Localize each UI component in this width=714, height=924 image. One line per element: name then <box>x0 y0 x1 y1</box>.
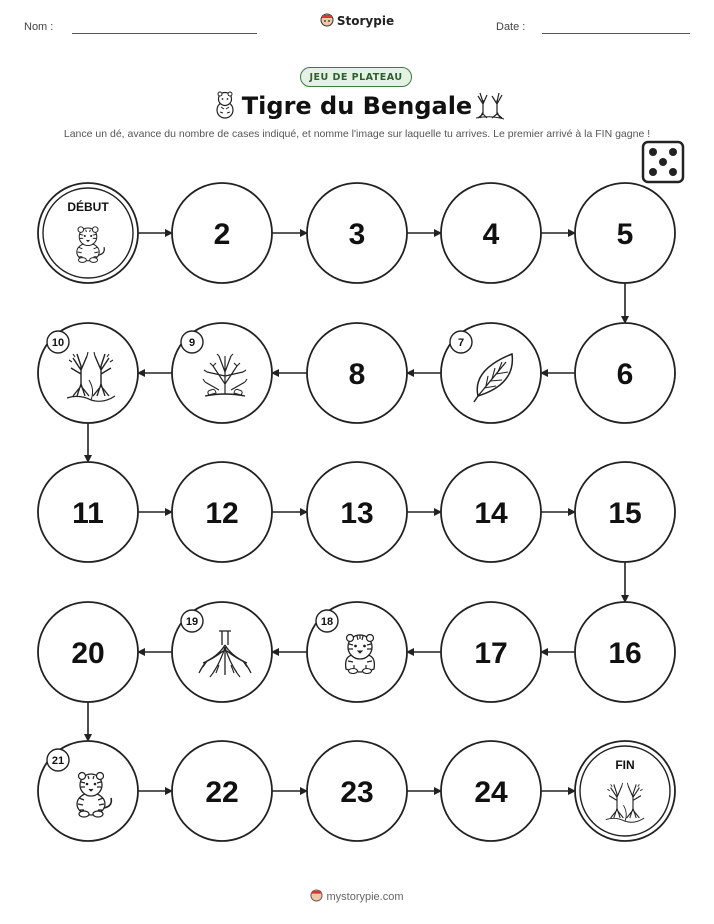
footer-url: mystorypie.com <box>326 891 404 903</box>
board-cell-1 <box>38 183 138 283</box>
cell-number: 17 <box>474 637 508 670</box>
cell-number: 13 <box>340 497 374 530</box>
board-cell-20 <box>38 602 138 702</box>
board-cell-7 <box>441 323 541 423</box>
board-cell-17 <box>441 602 541 702</box>
cell-circle <box>575 741 675 841</box>
board-cell-10 <box>38 323 138 423</box>
board-cell-12 <box>172 462 272 562</box>
board-cell-15 <box>575 462 675 562</box>
dice-pip <box>649 148 657 156</box>
tiger-face-icon <box>346 635 375 674</box>
game-type-badge: JEU DE PLATEAU <box>300 67 412 87</box>
board-cell-23 <box>307 741 407 841</box>
start-label: DÉBUT <box>67 200 109 214</box>
board-cell-4 <box>441 183 541 283</box>
board-cell-8 <box>307 323 407 423</box>
cell-number: 22 <box>205 776 239 809</box>
footer <box>0 889 714 903</box>
board-cell-11 <box>38 462 138 562</box>
cell-number: 8 <box>348 358 366 391</box>
cell-number: 5 <box>616 218 634 251</box>
board-cell-13 <box>307 462 407 562</box>
board-cell-24 <box>441 741 541 841</box>
dice-pip <box>659 158 667 166</box>
cell-number: 20 <box>71 637 105 670</box>
dice-pip <box>669 148 677 156</box>
board-cell-6 <box>575 323 675 423</box>
date-label: Date : <box>496 21 526 33</box>
board-cell-9 <box>172 323 272 423</box>
cell-number: 11 <box>72 497 104 530</box>
cell-number: 16 <box>608 637 642 670</box>
board-cell-19 <box>172 602 272 702</box>
page-title: Tigre du Bengale <box>241 92 473 120</box>
cell-number: 4 <box>482 218 500 251</box>
board-cell-3 <box>307 183 407 283</box>
board-cell-21 <box>38 741 138 841</box>
brand-name: Storypie <box>336 14 395 28</box>
cell-number: 12 <box>205 497 239 530</box>
board-cell-25 <box>575 741 675 841</box>
cell-number: 14 <box>474 497 508 530</box>
end-label: FIN <box>615 758 635 772</box>
cell-number: 3 <box>348 218 366 251</box>
instructions-text: Lance un dé, avance du nombre de cases indiqué, et nomme l'image sur laquelle tu arrives. Le premier arrivé à la FIN gagne ! <box>63 128 651 140</box>
dice-icon <box>643 142 683 182</box>
board-cell-14 <box>441 462 541 562</box>
board-cell-2 <box>172 183 272 283</box>
cell-number: 10 <box>51 337 65 349</box>
cell-number: 18 <box>320 616 334 628</box>
cell-number: 21 <box>51 755 65 767</box>
name-label: Nom : <box>24 21 54 33</box>
board-cell-18 <box>307 602 407 702</box>
dice-pip <box>649 168 657 176</box>
cell-number: 23 <box>340 776 374 809</box>
board-cell-5 <box>575 183 675 283</box>
storypie-footer-icon <box>310 889 323 902</box>
board-cell-16 <box>575 602 675 702</box>
cell-number: 2 <box>213 218 231 251</box>
cell-number: 15 <box>608 497 642 530</box>
cell-number: 9 <box>188 337 196 349</box>
dice-pip <box>669 168 677 176</box>
cell-number: 24 <box>474 776 508 809</box>
cell-number: 7 <box>457 337 465 349</box>
board-cell-22 <box>172 741 272 841</box>
cell-number: 6 <box>616 358 634 391</box>
cell-number: 19 <box>185 616 199 628</box>
